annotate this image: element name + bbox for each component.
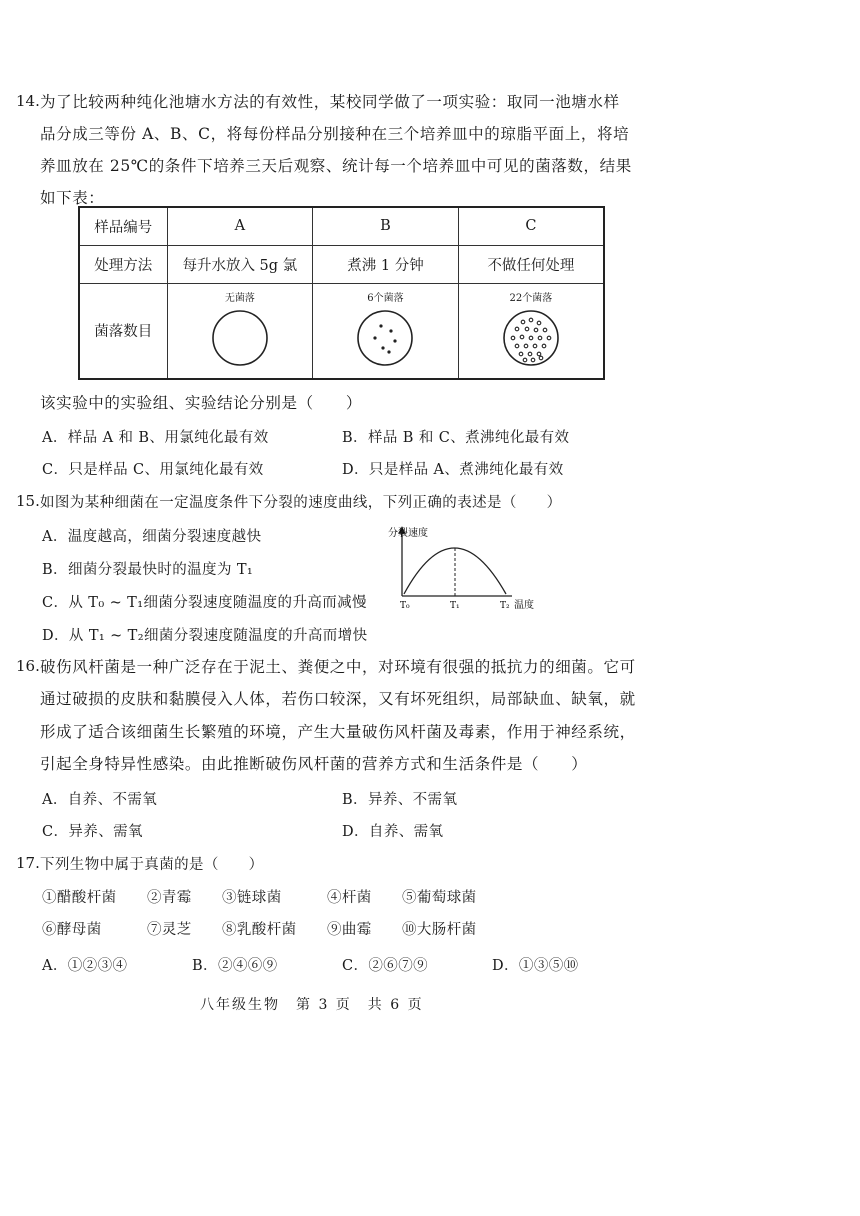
cell-sample-c: C bbox=[458, 207, 604, 245]
petri-dish-a-icon bbox=[210, 308, 270, 368]
table-row bbox=[79, 283, 604, 379]
petri-dish-b-icon bbox=[355, 308, 415, 368]
organism-9: ⑨曲霉 bbox=[327, 922, 372, 938]
q14-number: 14. bbox=[16, 92, 40, 110]
row-header-method: 处理方法 bbox=[79, 245, 167, 283]
q17-option-d: D．①③⑤⑩ bbox=[492, 958, 579, 974]
q14-line-1: 为了比较两种纯化池塘水方法的有效性，某校同学做了一项实验：取同一池塘水样 bbox=[40, 93, 620, 111]
cell-colonies-c bbox=[458, 283, 604, 379]
q15-growth-curve-graph bbox=[382, 524, 542, 612]
organism-3: ③链球菌 bbox=[222, 890, 282, 906]
page-footer: 八年级生物 第 3 页 共 6 页 bbox=[200, 997, 424, 1013]
q16-line-1: 破伤风杆菌是一种广泛存在于泥土、粪便之中，对环境有很强的抵抗力的细菌。它可 bbox=[40, 658, 636, 676]
table-row bbox=[79, 207, 604, 245]
q15-option-a: A．温度越高，细菌分裂速度越快 bbox=[42, 529, 262, 545]
q16-line-4: 引起全身特异性感染。由此推断破伤风杆菌的营养方式和生活条件是（ ） bbox=[40, 755, 588, 773]
organism-2: ②青霉 bbox=[147, 890, 192, 906]
q16-line-2: 通过破损的皮肤和黏膜侵入人体，若伤口较深，又有坏死组织，局部缺血、缺氧，就 bbox=[40, 690, 636, 708]
q14-line-2: 品分成三等份 A、B、C，将每份样品分别接种在三个培养皿中的琼脂平面上，将培 bbox=[40, 125, 630, 143]
organism-6: ⑥酵母菌 bbox=[42, 922, 102, 938]
q14-option-b: B．样品 B 和 C、煮沸纯化最有效 bbox=[342, 430, 570, 446]
q16-option-c: C．异养、需氧 bbox=[42, 824, 143, 840]
organism-8: ⑧乳酸杆菌 bbox=[222, 922, 297, 938]
q16-option-d: D．自养、需氧 bbox=[342, 824, 444, 840]
q17-number: 17. bbox=[16, 854, 40, 872]
q14-experiment-table bbox=[78, 206, 605, 380]
row-header-sample-id: 样品编号 bbox=[79, 207, 167, 245]
q15-stem: 如图为某种细菌在一定温度条件下分裂的速度曲线，下列正确的表述是（ ） bbox=[40, 495, 562, 511]
organism-4: ④杆菌 bbox=[327, 890, 372, 906]
q14-option-c: C．只是样品 C、用氯纯化最有效 bbox=[42, 462, 264, 478]
q16-number: 16. bbox=[16, 657, 40, 675]
q16-option-a: A．自养、不需氧 bbox=[42, 792, 158, 808]
table-row bbox=[79, 245, 604, 283]
colony-caption-c: 22个菌落 bbox=[509, 293, 553, 305]
q15-number: 15. bbox=[16, 492, 40, 510]
cell-method-c: 不做任何处理 bbox=[458, 245, 604, 283]
y-axis-label-1: 分裂速度 bbox=[388, 528, 428, 539]
tick-t2: T₂ bbox=[500, 601, 510, 611]
organism-10: ⑩大肠杆菌 bbox=[402, 922, 477, 938]
q14-option-d: D．只是样品 A、煮沸纯化最有效 bbox=[342, 462, 564, 478]
q14-line-3: 养皿放在 25℃的条件下培养三天后观察、统计每一个培养皿中可见的菌落数，结果 bbox=[40, 157, 632, 175]
q17-option-c: C．②⑥⑦⑨ bbox=[342, 958, 428, 974]
cell-sample-b: B bbox=[313, 207, 459, 245]
q17-option-a: A．①②③④ bbox=[42, 958, 128, 974]
x-axis-label: 温度 bbox=[514, 600, 534, 611]
tick-t0: T₀ bbox=[400, 601, 410, 611]
petri-dish-c-icon bbox=[501, 308, 561, 368]
q16-option-b: B．异养、不需氧 bbox=[342, 792, 458, 808]
cell-method-b: 煮沸 1 分钟 bbox=[313, 245, 459, 283]
cell-colonies-a bbox=[167, 283, 313, 379]
organism-7: ⑦灵芝 bbox=[147, 922, 192, 938]
organism-1: ①醋酸杆菌 bbox=[42, 890, 117, 906]
q15-option-c: C．从 T₀ ~ T₁细菌分裂速度随温度的升高而减慢 bbox=[42, 595, 367, 611]
q15-option-d: D．从 T₁ ~ T₂细菌分裂速度随温度的升高而增快 bbox=[42, 628, 368, 644]
organism-5: ⑤葡萄球菌 bbox=[402, 890, 477, 906]
colony-caption-a: 无菌落 bbox=[224, 293, 255, 305]
q14-line-4: 如下表： bbox=[40, 189, 105, 207]
cell-method-a: 每升水放入 5g 氯 bbox=[167, 245, 313, 283]
cell-colonies-b bbox=[313, 283, 459, 379]
colony-caption-b: 6个菌落 bbox=[367, 293, 404, 305]
q17-stem: 下列生物中属于真菌的是（ ） bbox=[40, 857, 264, 873]
cell-sample-a: A bbox=[167, 207, 313, 245]
tick-t1: T₁ bbox=[450, 601, 460, 611]
q16-line-3: 形成了适合该细菌生长繁殖的环境，产生大量破伤风杆菌及毒素，作用于神经系统， bbox=[40, 723, 636, 741]
q14-stem: 该实验中的实验组、实验结论分别是（ ） bbox=[40, 394, 363, 412]
q17-option-b: B．②④⑥⑨ bbox=[192, 958, 278, 974]
q15-option-b: B．细菌分裂最快时的温度为 T₁ bbox=[42, 562, 254, 578]
q14-option-a: A．样品 A 和 B、用氯纯化最有效 bbox=[42, 430, 269, 446]
row-header-colony-count: 菌落数目 bbox=[79, 283, 167, 379]
